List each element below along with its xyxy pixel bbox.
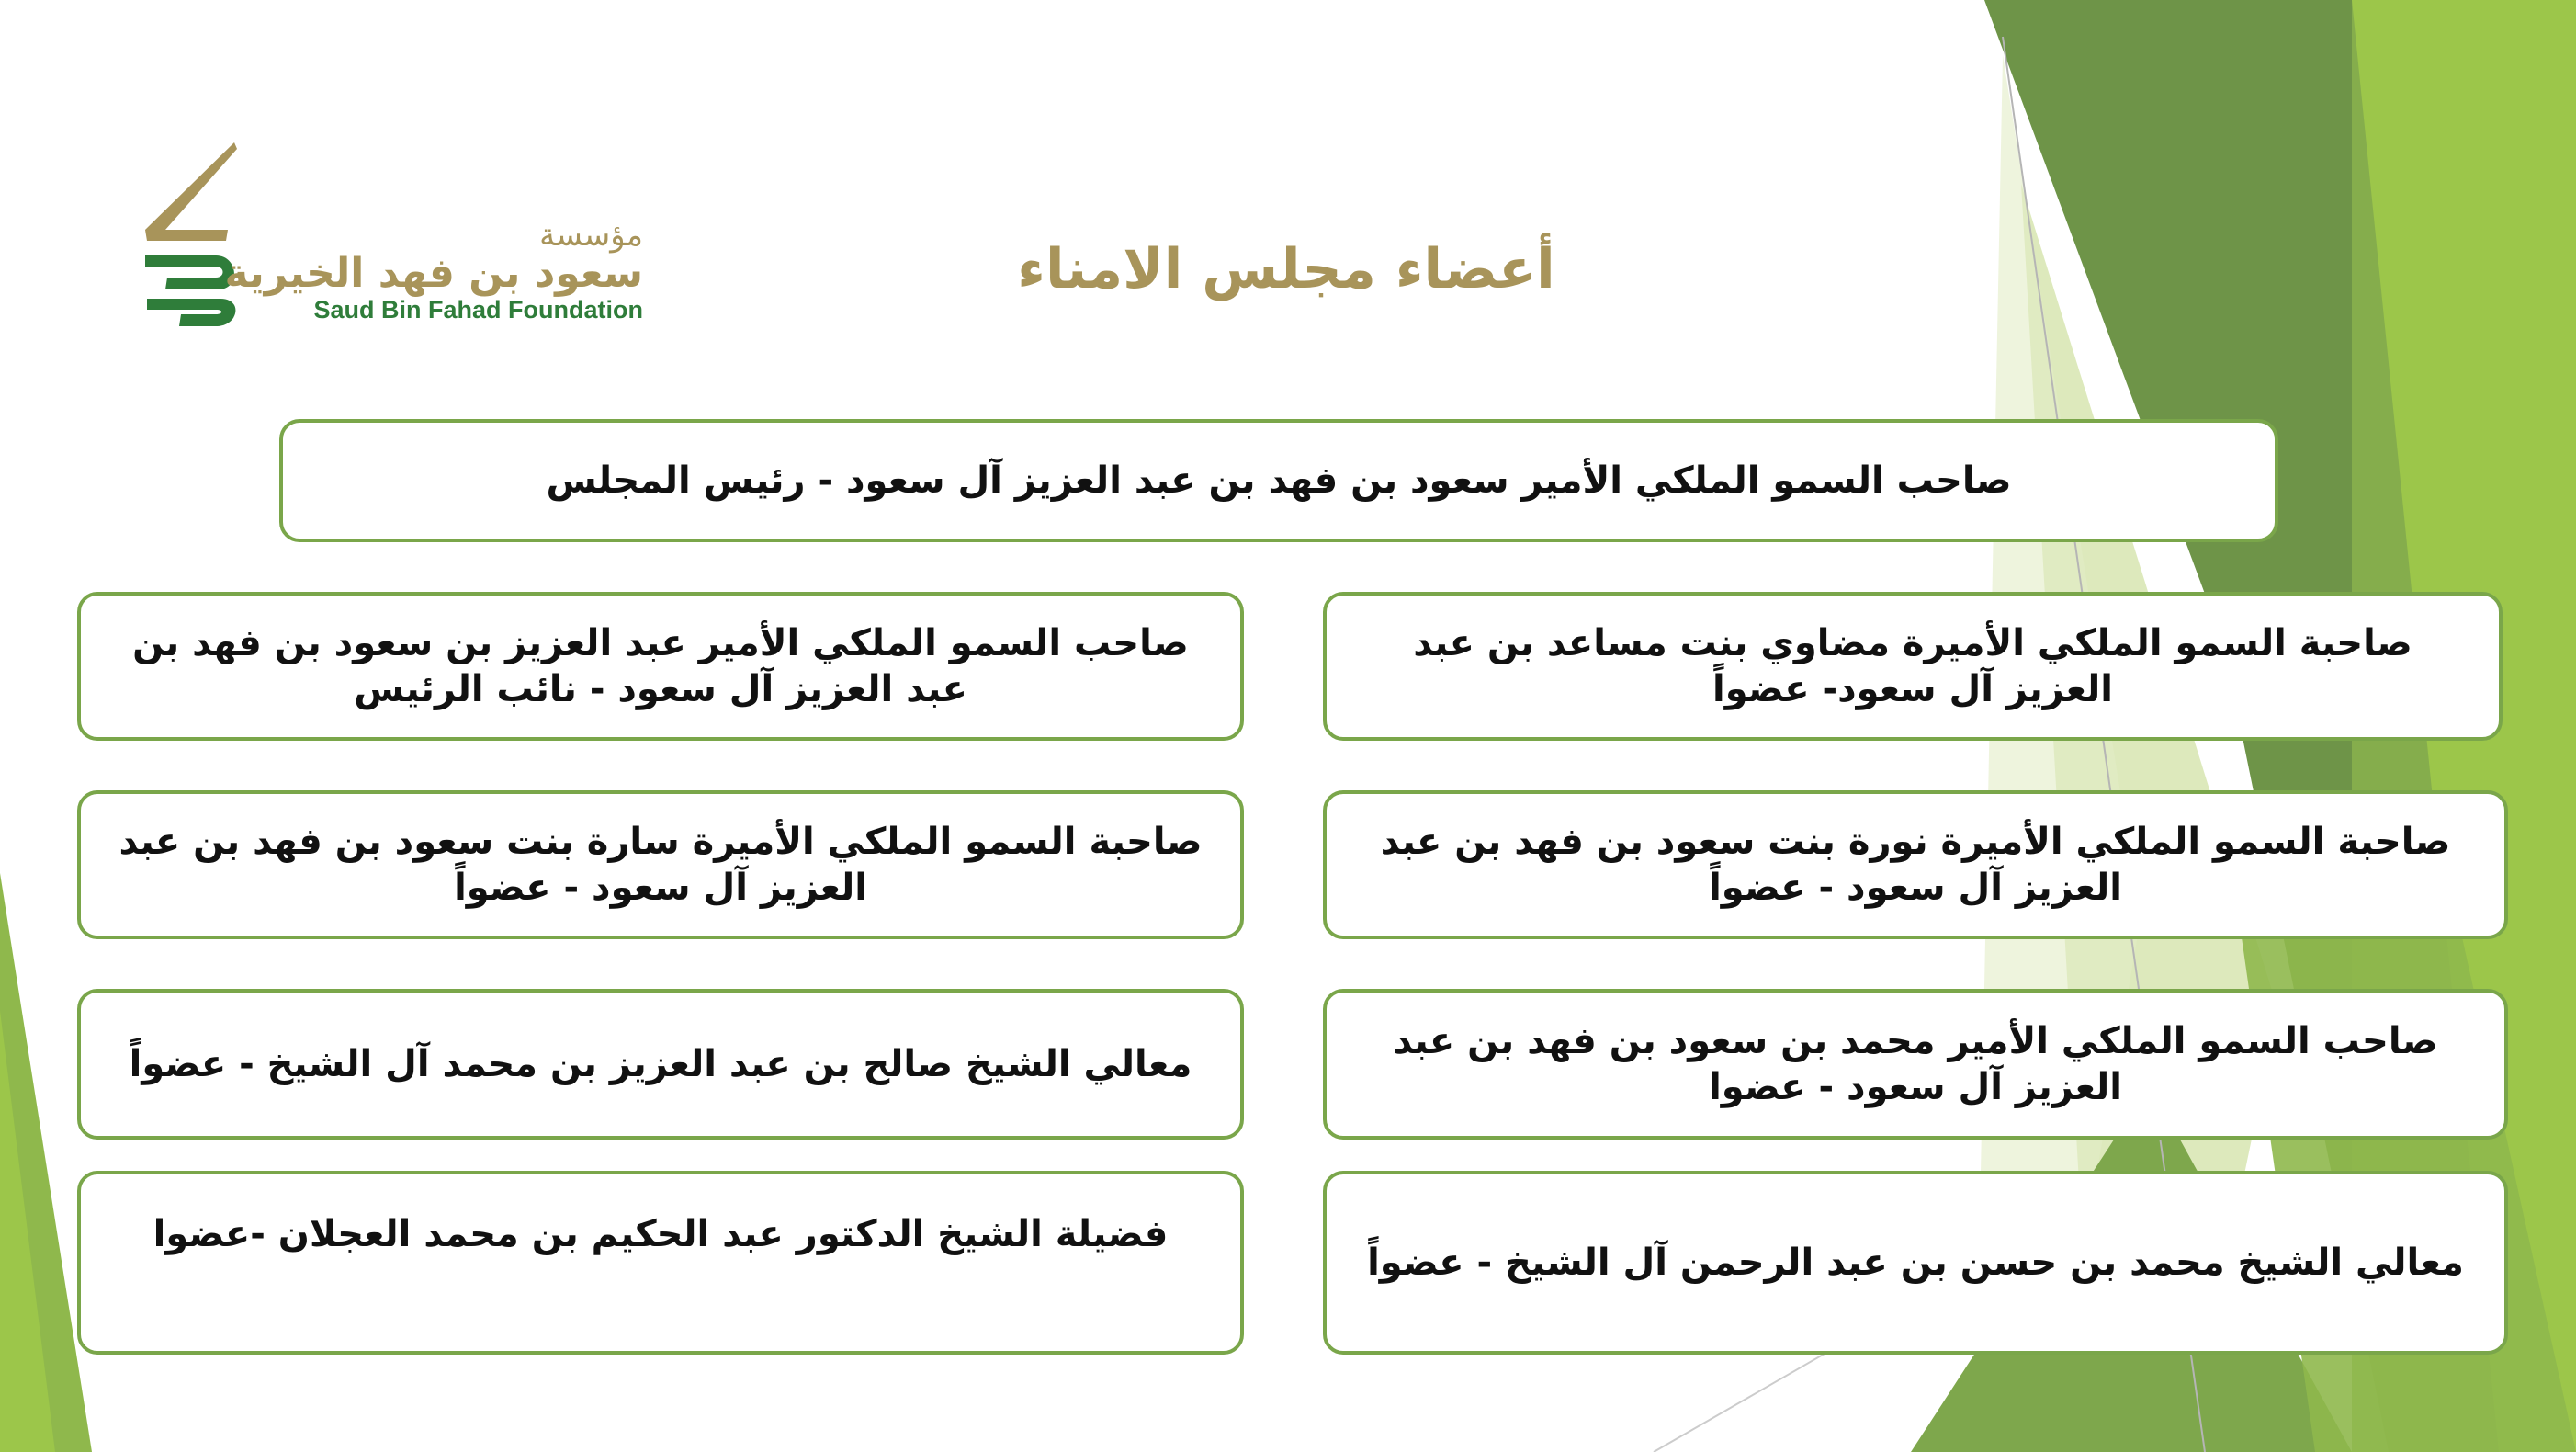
member-text: صاحبة السمو الملكي الأميرة نورة بنت سعود بن فهد بن عبد العزيز آل سعود - عضواً bbox=[1380, 821, 2451, 909]
member-text: معالي الشيخ محمد بن حسن بن عبد الرحمن آل الشيخ - عضواً bbox=[1367, 1242, 2464, 1284]
member-card bbox=[77, 592, 1244, 741]
logo-arabic-line2: سعود بن فهد الخيرية bbox=[224, 250, 643, 297]
member-text: صاحب السمو الملكي الأمير عبد العزيز بن سعود بن فهد بن عبد العزيز آل سعود - نائب الرئيس bbox=[132, 622, 1189, 710]
member-card bbox=[1323, 592, 2503, 741]
member-card bbox=[1323, 989, 2508, 1140]
page-title: أعضاء مجلس الامناء bbox=[1017, 237, 1555, 301]
logo-arabic-line1: مؤسسة bbox=[539, 217, 643, 254]
logo-english-name: Saud Bin Fahad Foundation bbox=[313, 296, 643, 323]
member-text: فضيلة الشيخ الدكتور عبد الحكيم بن محمد العجلان -عضوا bbox=[153, 1213, 1169, 1255]
member-text: صاحبة السمو الملكي الأميرة مضاوي بنت مساعد بن عبد العزيز آل سعود- عضواً bbox=[1413, 622, 2412, 710]
foundation-logo-icon bbox=[129, 138, 248, 331]
member-text: صاحبة السمو الملكي الأميرة سارة بنت سعود بن فهد بن عبد العزيز آل سعود - عضواً bbox=[119, 821, 1203, 909]
chairman-card bbox=[279, 419, 2278, 542]
member-card bbox=[77, 1171, 1244, 1355]
member-text: صاحب السمو الملكي الأمير محمد بن سعود بن فهد بن عبد العزيز آل سعود - عضوا bbox=[1393, 1020, 2438, 1108]
chairman-text: صاحب السمو الملكي الأمير سعود بن فهد بن عبد العزيز آل سعود - رئيس المجلس bbox=[546, 459, 2012, 502]
member-card bbox=[1323, 1171, 2508, 1355]
member-card bbox=[77, 790, 1244, 939]
foundation-logo bbox=[129, 138, 643, 340]
member-card bbox=[77, 989, 1244, 1140]
member-text: معالي الشيخ صالح بن عبد العزيز بن محمد آل الشيخ - عضواً bbox=[129, 1043, 1192, 1085]
member-card bbox=[1323, 790, 2508, 939]
